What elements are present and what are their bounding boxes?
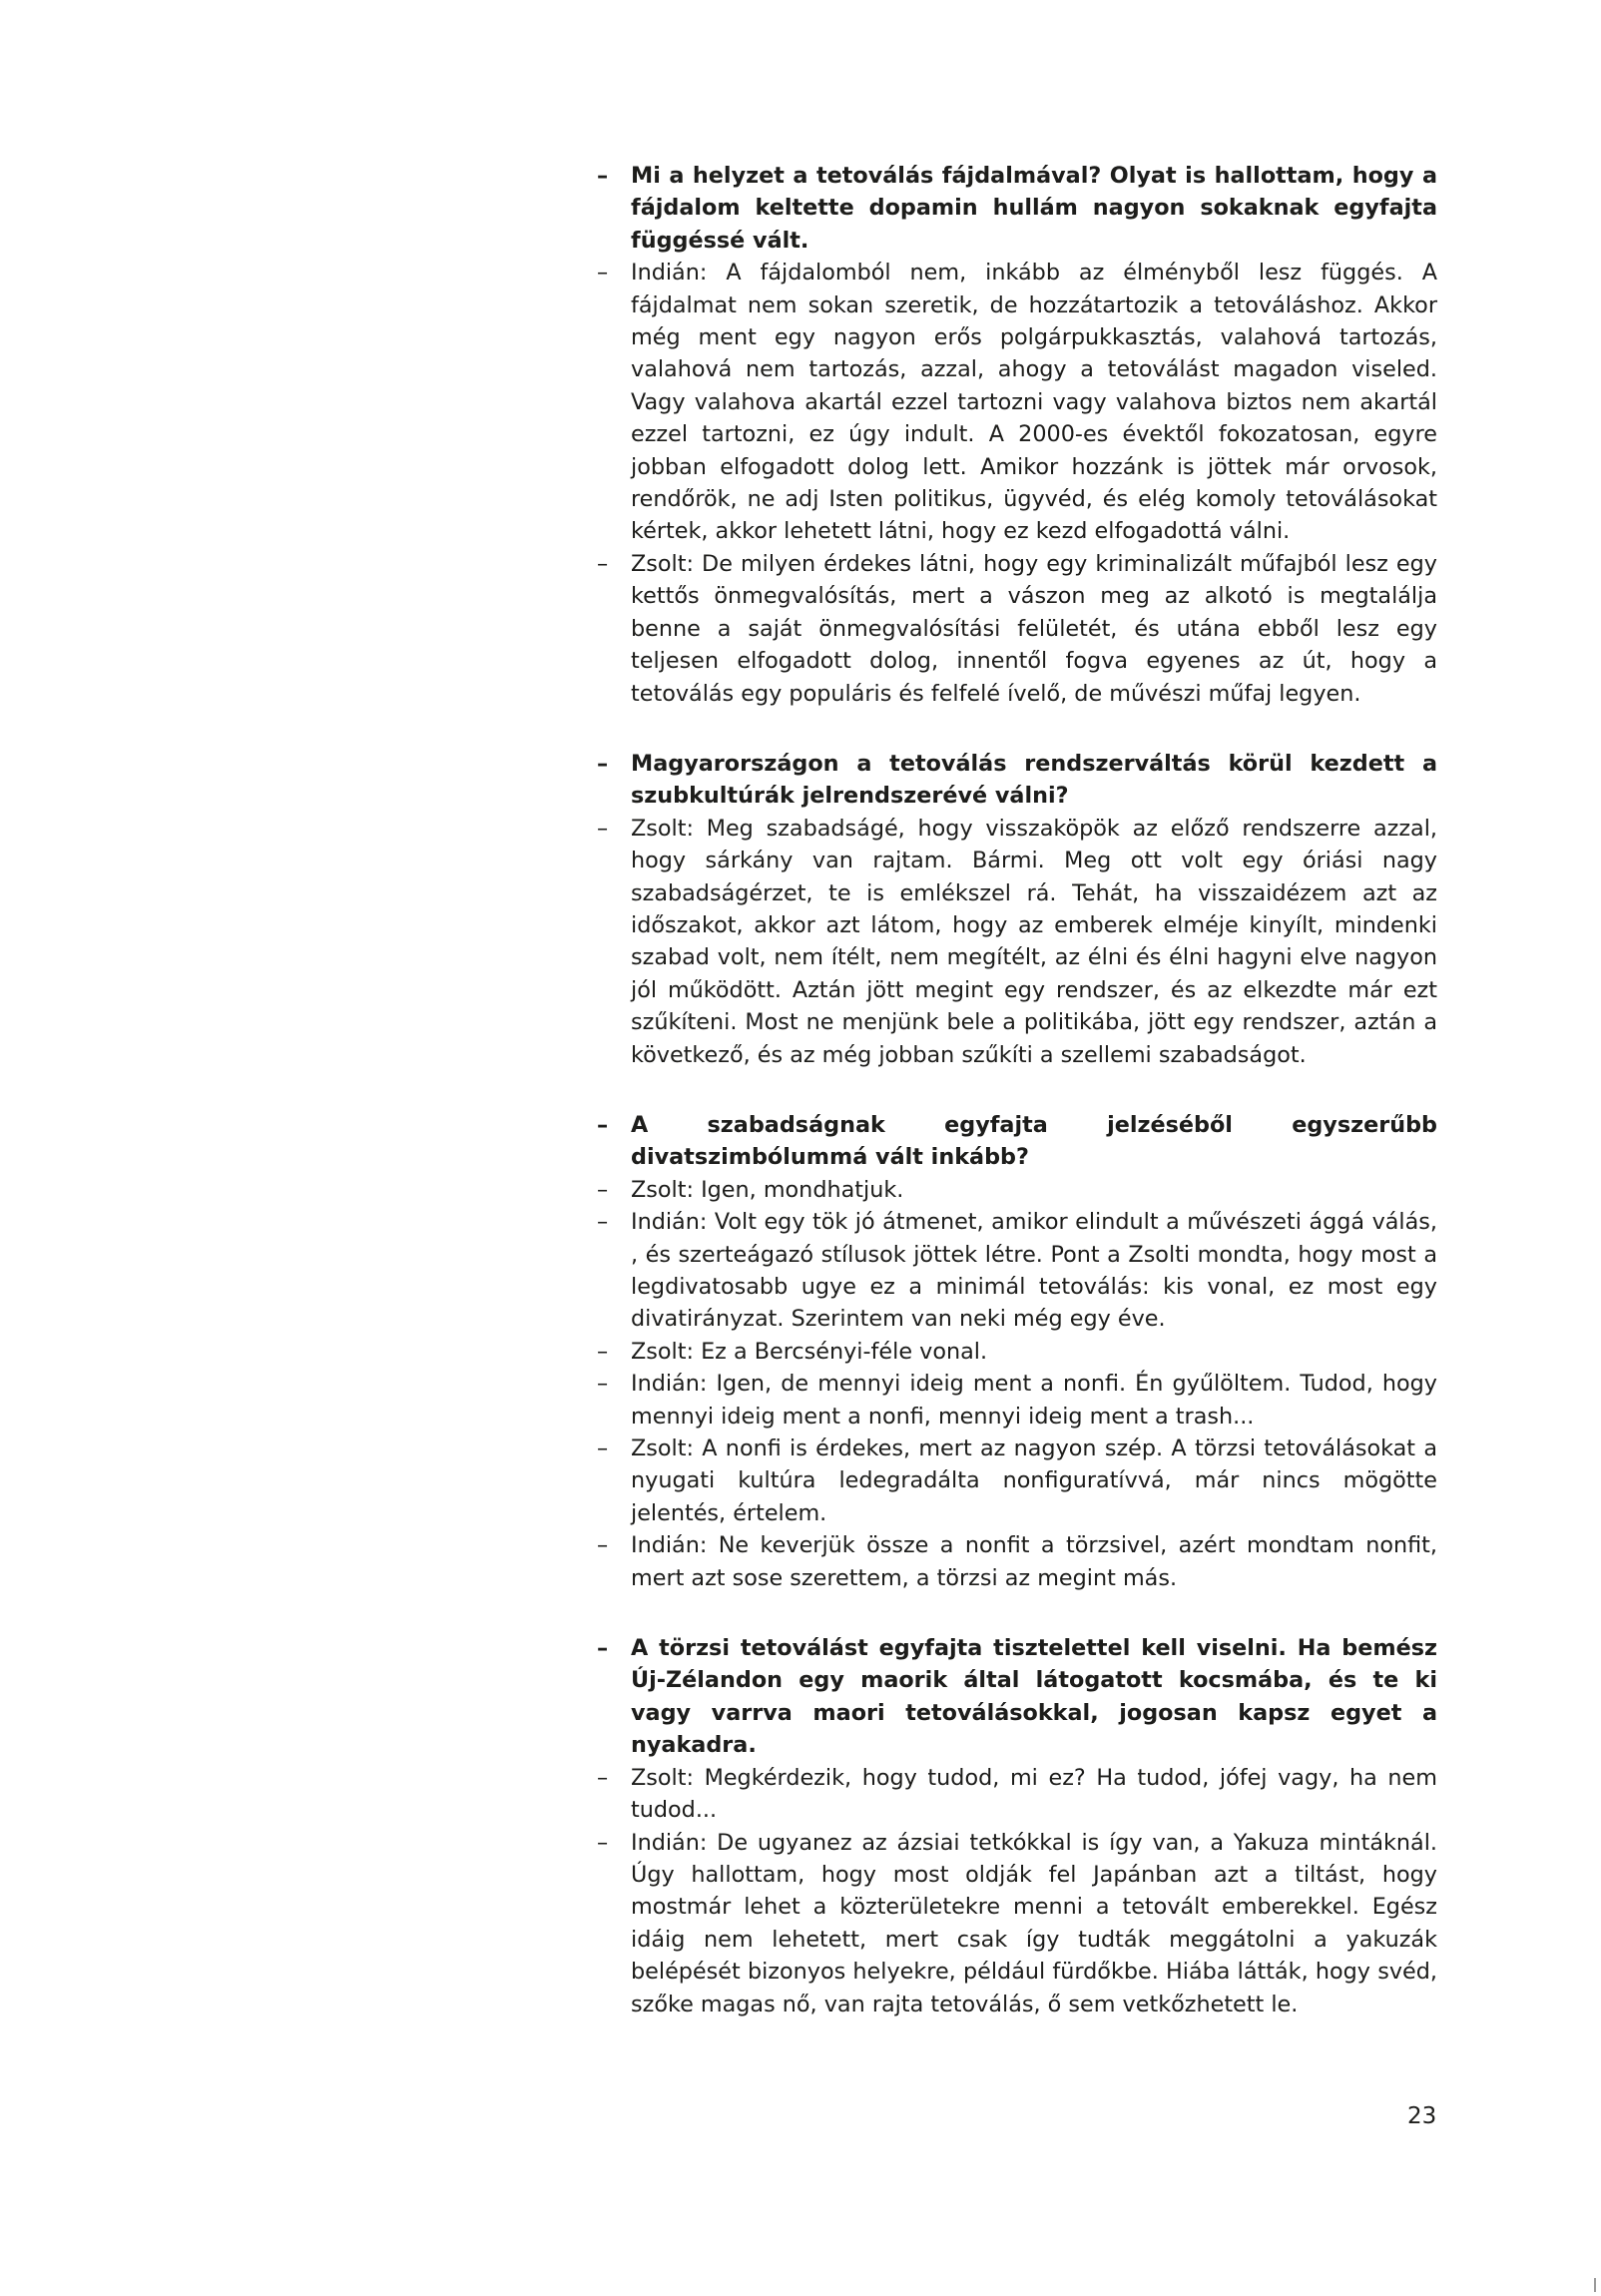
question-text: Magyarországon a tetoválás rendszerváltás körül kezdett a szubkultúrák jelrendszerévé válni? (631, 750, 1437, 810)
answer-text: Indián: De ugyanez az ázsiai tetkókkal is így van, a Yakuza mintáknál. Úgy hallottam, hogy most oldják fel Japánban azt a tiltást, hogy mostmár lehet a közterületekre menni a tetovált emberekkel. Egész idáig nem lehetett, mert csak így tudták meggátolni a yakuzák belépését bizonyos helyekre, például fürdőkbe. Hiába látták, hogy svéd, szőke magas nő, van rajta tetoválás, ő sem vetkőzhetett le. (631, 1829, 1437, 2017)
dash-marker: – (597, 750, 609, 777)
answer (597, 1368, 1437, 1433)
interview-section (597, 1109, 1437, 1594)
answer-text: Indián: Volt egy tök jó átmenet, amikor elindult a művészeti ággá válás, , és szerteágazó stílusok jöttek létre. Pont a Zsolti mondta, hogy most a legdivatosabb ugye ez a minimál tetoválás: kis vonal, ez most egy divatirányzat. Szerintem van neki még egy éve. (631, 1209, 1437, 1333)
dash-marker: – (597, 1176, 609, 1203)
answer (597, 548, 1437, 710)
answer (597, 1827, 1437, 2020)
dash-marker: – (597, 1829, 609, 1856)
answer (597, 257, 1437, 548)
question (597, 160, 1437, 257)
answer (597, 1174, 1437, 1206)
interview-section (597, 1632, 1437, 2020)
answer (597, 1762, 1437, 1827)
dash-marker: – (597, 1338, 609, 1365)
answer (597, 813, 1437, 1071)
question-text: Mi a helyzet a tetoválás fájdalmával? Olyat is hallottam, hogy a fájdalom keltette dopamin hullám nagyon sokaknak egyfajta függéssé vált. (631, 163, 1437, 254)
answer-text: Zsolt: A nonfi is érdekes, mert az nagyon szép. A törzsi tetoválásokat a nyugati kultúra ledegradálta nonfiguratívvá, már nincs mögötte jelentés, értelem. (631, 1435, 1437, 1526)
answer-text: Zsolt: Ez a Bercsényi-féle vonal. (631, 1338, 988, 1365)
answer-text: Indián: A fájdalomból nem, inkább az élményből lesz függés. A fájdalmat nem sokan szeretik, de hozzátartozik a tetováláshoz. Akkor még ment egy nagyon erős polgárpukkasztás, valahová tartozás, valahová nem tartozás, azzal, ahogy a tetoválást magadon viseled. Vagy valahova akartál ezzel tartozni vagy valahova biztos nem akartál ezzel tartozni, ez úgy indult. A 2000-es évektől fokozatosan, egyre jobban elfogadott dolog lett. Amikor hozzánk is jöttek már orvosok, rendőrök, ne adj Isten politikus, ügyvéd, és elég komoly tetoválásokat kértek, akkor lehetett látni, hogy ez kezd elfogadottá válni. (631, 260, 1437, 545)
dash-marker: – (597, 1111, 609, 1138)
dash-marker: – (597, 1635, 609, 1662)
question-text: A szabadságnak egyfajta jelzéséből egyszerűbb divatszimbólummá vált inkább? (631, 1111, 1437, 1171)
answer-text: Zsolt: Igen, mondhatjuk. (631, 1176, 904, 1203)
dash-marker: – (597, 550, 609, 577)
question (597, 748, 1437, 813)
answer-text: Zsolt: De milyen érdekes látni, hogy egy kriminalizált műfajból lesz egy kettős önmegvalósítás, mert a vászon meg az alkotó is megtalálja benne a saját önmegvalósítási felületét, és utána ebből lesz egy teljesen elfogadott dolog, innentől fogva egyenes az út, hogy a tetoválás egy populáris és felfelé ívelő, de művészi műfaj legyen. (631, 550, 1437, 707)
answer (597, 1336, 1437, 1368)
dash-marker: – (597, 1371, 609, 1398)
answer-text: Zsolt: Meg szabadságé, hogy visszaköpök az előző rendszerre azzal, hogy sárkány van rajtam. Bármi. Meg ott volt egy óriási nagy szabadságérzet, te is emlékszel rá. Tehát, ha visszaidézem azt az időszakot, akkor azt látom, hogy az emberek elméje kinyílt, mindenki szabad volt, nem ítélt, nem megítélt, az élni és élni hagyni elve nagyon jól működött. Aztán jött megint egy rendszer, és az elkezdte már ezt szűkíteni. Most ne menjünk bele a politikába, jött egy rendszer, aztán a következő, és az még jobban szűkíti a szellemi szabadságot. (631, 815, 1437, 1068)
answer (597, 1529, 1437, 1594)
dash-marker: – (597, 1764, 609, 1791)
question (597, 1632, 1437, 1762)
dash-marker: – (597, 1435, 609, 1462)
dash-marker: – (597, 163, 609, 189)
answer (597, 1206, 1437, 1336)
question-text: A törzsi tetoválást egyfajta tisztelettel kell viselni. Ha bemész Új-Zélandon egy maorik által látogatott kocsmába, és te ki vagy varrva maori tetoválásokkal, jogosan kapsz egyet a nyakadra. (631, 1635, 1437, 1759)
dash-marker: – (597, 1209, 609, 1236)
answer-text: Indián: Igen, de mennyi ideig ment a nonfi. Én gyűlöltem. Tudod, hogy mennyi ideig ment a nonfi, mennyi ideig ment a trash... (631, 1371, 1437, 1430)
interview-section (597, 748, 1437, 1071)
edge-mark (1594, 2278, 1596, 2292)
question (597, 1109, 1437, 1174)
answer-text: Zsolt: Megkérdezik, hogy tudod, mi ez? Ha tudod, jófej vagy, ha nem tudod... (631, 1764, 1437, 1824)
interview-text (597, 160, 1437, 2058)
page-number: 23 (1407, 2103, 1437, 2129)
dash-marker: – (597, 1532, 609, 1559)
interview-section (597, 160, 1437, 710)
dash-marker: – (597, 260, 609, 287)
dash-marker: – (597, 815, 609, 842)
answer (597, 1433, 1437, 1529)
answer-text: Indián: Ne keverjük össze a nonfit a törzsivel, azért mondtam nonfit, mert azt sose szerettem, a törzsi az megint más. (631, 1532, 1437, 1591)
